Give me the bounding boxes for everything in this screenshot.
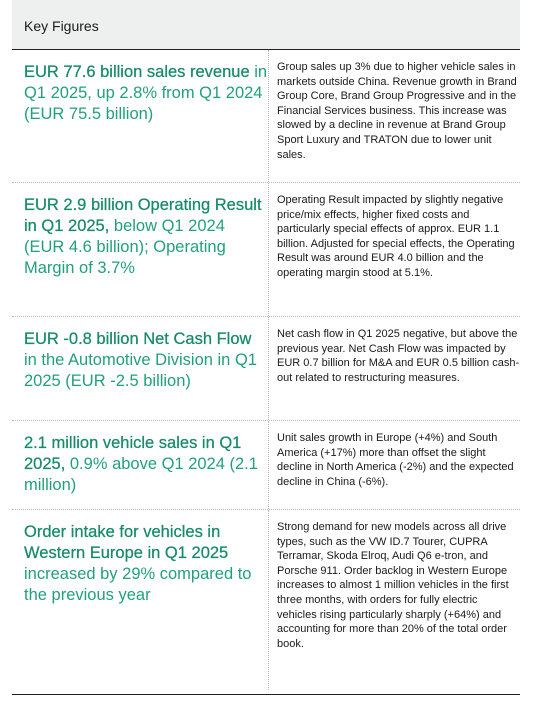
figure-description: Strong demand for new models across all drive types, such as the VW ID.7 Tourer, CUPRA Terramar, Skoda Elroq, Audi Q6 e-tron, and Porsche 911. Order backlog in Western Europe increases to almost 1 million vehicles in the first three months, with orders for fully electric vehicles rising particularly sharply (+64%) and accounting for more than 20% of the total order book.: [268, 510, 520, 690]
table-header: [12, 0, 520, 50]
headline-rest: in the Automotive Division in Q1 2025 (EUR -2.5 billion): [24, 351, 257, 390]
key-figures-table: [12, 50, 520, 690]
table-row: [12, 421, 520, 510]
figure-headline: [12, 317, 268, 420]
table-row: [12, 50, 520, 183]
headline-rest: in Q1 2025, up 2.8% from Q1 2024 (EUR 75.5 billion): [24, 63, 268, 123]
headline-strong: Order intake for vehicles in Western Europe in Q1 2025: [24, 523, 229, 562]
figure-headline: [12, 183, 268, 316]
figure-headline: [12, 50, 268, 182]
table-bottom-rule: [12, 694, 520, 695]
figure-description: Operating Result impacted by slightly negative price/mix effects, higher fixed costs and particularly special effects of approx. EUR 1.1 billion. Adjusted for special effects, the Operating Result was around EUR 4.0 billion and the operating margin stood at 5.1%.: [268, 183, 520, 316]
figure-description: Unit sales growth in Europe (+4%) and South America (+17%) more than offset the slight decline in North America (-2%) and the expected decline in China (-6%).: [268, 421, 520, 509]
headline-strong: 2.1 million vehicle sales in Q1 2025,: [24, 434, 242, 473]
table-title: Key Figures: [24, 18, 99, 34]
table-row: [12, 510, 520, 690]
headline-strong: EUR 77.6 billion sales revenue: [24, 63, 250, 81]
headline-strong: EUR -0.8 billion Net Cash Flow: [24, 330, 252, 348]
table-row: [12, 317, 520, 421]
table-row: [12, 183, 520, 317]
headline-strong: EUR 2.9 billion Operating Result in Q1 2025,: [24, 196, 262, 235]
headline-rest: increased by 29% compared to the previous year: [24, 565, 252, 604]
headline-rest: below Q1 2024 (EUR 4.6 billion); Operating Margin of 3.7%: [24, 217, 226, 277]
figure-headline: [12, 421, 268, 509]
figure-description: Group sales up 3% due to higher vehicle sales in markets outside China. Revenue growth in Brand Group Core, Brand Group Progressive and in the Financial Services business. This increase was slowed by a decline in revenue at Brand Group Sport Luxury and TRATON due to lower unit sales.: [268, 50, 520, 182]
headline-rest: 0.9% above Q1 2024 (2.1 million): [24, 455, 258, 494]
figure-headline: [12, 510, 268, 690]
figure-description: Net cash flow in Q1 2025 negative, but above the previous year. Net Cash Flow was impacted by EUR 0.7 billion for M&A and EUR 0.5 billion cash-out related to restructuring measures.: [268, 317, 520, 420]
